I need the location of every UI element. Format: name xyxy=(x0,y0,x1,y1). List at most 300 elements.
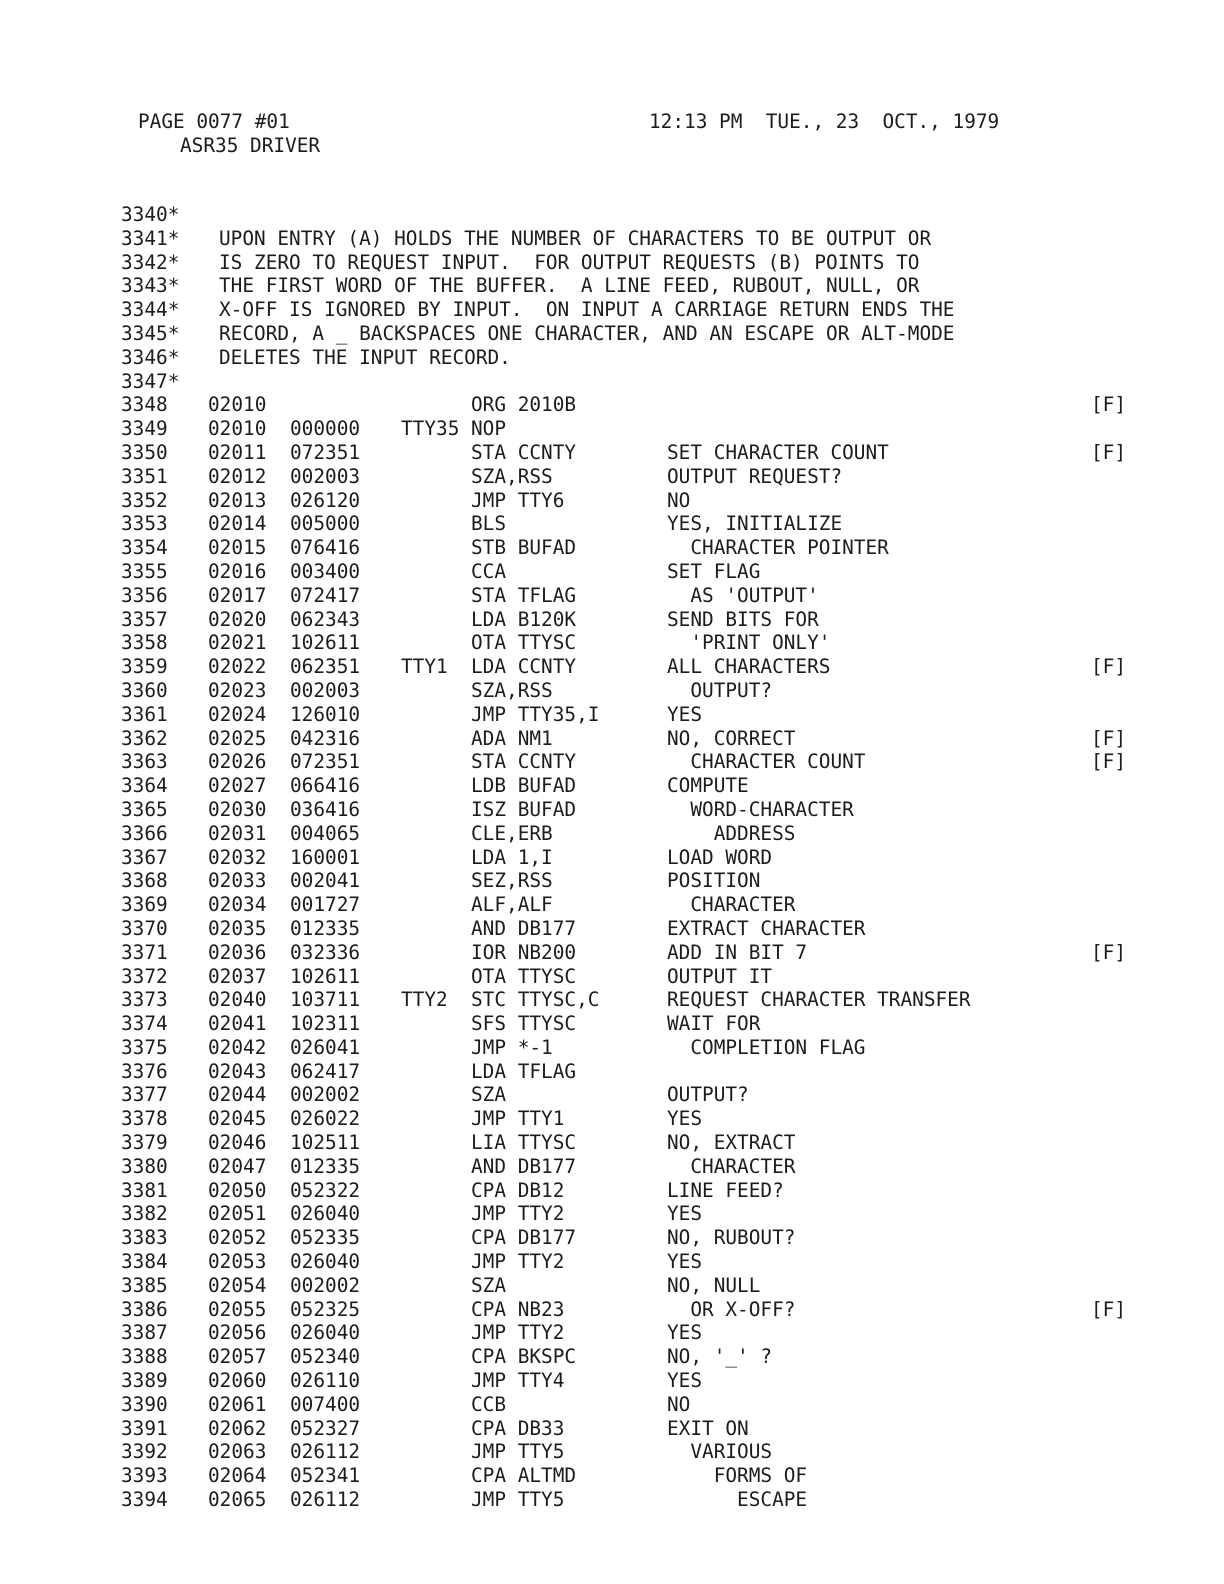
comment: OUTPUT? xyxy=(667,1083,749,1107)
code-line xyxy=(121,1012,1121,1036)
object-code: 072417 xyxy=(290,583,361,607)
code-line xyxy=(121,584,1121,608)
line-number: 3378 xyxy=(121,1107,168,1131)
line-number: 3362 xyxy=(121,726,168,750)
address: 02056 xyxy=(208,1321,267,1345)
address: 02044 xyxy=(208,1083,267,1107)
instruction: CPA DB33 xyxy=(471,1416,565,1440)
code-line xyxy=(121,440,1127,465)
instruction: BLS xyxy=(471,512,507,536)
code-line xyxy=(121,560,1121,584)
object-code: 052341 xyxy=(290,1464,361,1488)
comment: SEND BITS FOR xyxy=(667,607,819,631)
object-code: 012335 xyxy=(290,1154,361,1178)
instruction: STC TTYSC,C xyxy=(471,988,600,1012)
instruction: AND DB177 xyxy=(471,916,577,940)
line-number: 3387 xyxy=(121,1321,168,1345)
line-number: 3365 xyxy=(121,797,168,821)
object-code: 042316 xyxy=(290,726,361,750)
code-line xyxy=(121,1131,1121,1155)
code-line xyxy=(121,393,1127,417)
line-number: 3382 xyxy=(121,1202,168,1226)
flag: [F] xyxy=(1091,940,1127,964)
line-number: 3350 xyxy=(121,440,168,464)
comment-line xyxy=(121,251,1121,275)
comment: EXIT ON xyxy=(667,1416,749,1440)
code-line xyxy=(121,726,1127,751)
object-code: 102311 xyxy=(290,1012,361,1036)
comment-text: THE FIRST WORD OF THE BUFFER. A LINE FEED, RUBOUT, NULL, OR xyxy=(219,274,920,298)
address: 02026 xyxy=(208,750,267,774)
instruction: STB BUFAD xyxy=(471,536,577,560)
code-line xyxy=(121,1107,1121,1131)
instruction: JMP TTY2 xyxy=(471,1250,565,1274)
comment: YES, INITIALIZE xyxy=(667,512,843,536)
instruction: JMP TTY6 xyxy=(471,488,565,512)
comment-line xyxy=(121,298,1121,322)
line-number: 3368 xyxy=(121,869,168,893)
comment: SET FLAG xyxy=(667,559,761,583)
instruction: ISZ BUFAD xyxy=(471,797,577,821)
object-code: 052325 xyxy=(290,1297,361,1321)
instruction: SZA,RSS xyxy=(471,678,553,702)
instruction: CCB xyxy=(471,1392,507,1416)
code-line xyxy=(121,822,1121,846)
line-number: 3358 xyxy=(121,631,168,655)
print-datetime: 12:13 PM TUE., 23 OCT., 1979 xyxy=(649,110,1000,133)
line-number: 3355 xyxy=(121,559,168,583)
address: 02035 xyxy=(208,916,267,940)
instruction: STA CCNTY xyxy=(471,750,577,774)
object-code: 002003 xyxy=(290,678,361,702)
line-number: 3394 xyxy=(121,1488,168,1512)
instruction: CPA NB23 xyxy=(471,1297,565,1321)
instruction: CPA BKSPC xyxy=(471,1345,577,1369)
comment: YES xyxy=(667,1369,703,1393)
code-line xyxy=(121,465,1121,489)
line-number: 3346* xyxy=(121,345,180,369)
comment: WAIT FOR xyxy=(667,1012,761,1036)
address: 02011 xyxy=(208,440,267,464)
address: 02033 xyxy=(208,869,267,893)
comment-line xyxy=(121,346,1121,370)
code-line xyxy=(121,846,1121,870)
instruction: OTA TTYSC xyxy=(471,631,577,655)
line-number: 3341* xyxy=(121,226,180,250)
line-number: 3357 xyxy=(121,607,168,631)
address: 02020 xyxy=(208,607,267,631)
line-number: 3390 xyxy=(121,1392,168,1416)
address: 02051 xyxy=(208,1202,267,1226)
object-code: 103711 xyxy=(290,988,361,1012)
comment: NO, RUBOUT? xyxy=(667,1226,796,1250)
address: 02053 xyxy=(208,1250,267,1274)
address: 02047 xyxy=(208,1154,267,1178)
address: 02060 xyxy=(208,1369,267,1393)
object-code: 002003 xyxy=(290,464,361,488)
comment: NO xyxy=(667,1392,691,1416)
code-line xyxy=(121,1297,1127,1322)
code-line xyxy=(121,489,1121,513)
address: 02027 xyxy=(208,774,267,798)
code-line xyxy=(121,1036,1121,1060)
address: 02045 xyxy=(208,1107,267,1131)
object-code: 026120 xyxy=(290,488,361,512)
code-line xyxy=(121,417,1121,441)
instruction: ADA NM1 xyxy=(471,726,553,750)
comment-line xyxy=(121,227,1121,251)
line-number: 3393 xyxy=(121,1464,168,1488)
address: 02061 xyxy=(208,1392,267,1416)
object-code: 002002 xyxy=(290,1083,361,1107)
comment: ALL CHARACTERS xyxy=(667,655,831,679)
object-code: 002041 xyxy=(290,869,361,893)
object-code: 126010 xyxy=(290,702,361,726)
code-line xyxy=(121,774,1121,798)
instruction: LDA 1,I xyxy=(471,845,553,869)
comment: NO, CORRECT xyxy=(667,726,796,750)
address: 02054 xyxy=(208,1273,267,1297)
instruction: LDA CCNTY xyxy=(471,655,577,679)
object-code: 076416 xyxy=(290,536,361,560)
flag: [F] xyxy=(1091,393,1127,417)
comment: CHARACTER xyxy=(667,893,796,917)
instruction: LDB BUFAD xyxy=(471,774,577,798)
instruction: LDA B120K xyxy=(471,607,577,631)
comment-text: DELETES THE INPUT RECORD. xyxy=(219,345,511,369)
object-code: 052340 xyxy=(290,1345,361,1369)
line-number: 3379 xyxy=(121,1131,168,1155)
address: 02021 xyxy=(208,631,267,655)
comment: YES xyxy=(667,702,703,726)
object-code: 062351 xyxy=(290,655,361,679)
address: 02063 xyxy=(208,1440,267,1464)
instruction: LIA TTYSC xyxy=(471,1131,577,1155)
comment: LOAD WORD xyxy=(667,845,773,869)
instruction: JMP TTY5 xyxy=(471,1488,565,1512)
instruction: AND DB177 xyxy=(471,1154,577,1178)
comment: OR X-OFF? xyxy=(667,1297,796,1321)
object-code: 160001 xyxy=(290,845,361,869)
code-line xyxy=(121,965,1121,989)
address: 02036 xyxy=(208,940,267,964)
comment: EXTRACT CHARACTER xyxy=(667,916,866,940)
line-number: 3363 xyxy=(121,750,168,774)
comment: NO, NULL xyxy=(667,1273,761,1297)
comment: OUTPUT IT xyxy=(667,964,773,988)
address: 02010 xyxy=(208,393,267,417)
code-line xyxy=(121,1083,1121,1107)
instruction: CCA xyxy=(471,559,507,583)
line-number: 3372 xyxy=(121,964,168,988)
object-code: 026040 xyxy=(290,1321,361,1345)
instruction: CPA DB177 xyxy=(471,1226,577,1250)
object-code: 007400 xyxy=(290,1392,361,1416)
flag: [F] xyxy=(1091,1297,1127,1321)
comment: NO, '_' ? xyxy=(667,1345,773,1369)
line-number: 3361 xyxy=(121,702,168,726)
address: 02016 xyxy=(208,559,267,583)
instruction: STA TFLAG xyxy=(471,583,577,607)
instruction: JMP *-1 xyxy=(471,1035,553,1059)
line-number: 3342* xyxy=(121,250,180,274)
address: 02015 xyxy=(208,536,267,560)
object-code: 102611 xyxy=(290,964,361,988)
instruction: IOR NB200 xyxy=(471,940,577,964)
line-number: 3367 xyxy=(121,845,168,869)
instruction: JMP TTY5 xyxy=(471,1440,565,1464)
line-number: 3371 xyxy=(121,940,168,964)
code-line xyxy=(121,1250,1121,1274)
instruction: SEZ,RSS xyxy=(471,869,553,893)
flag: [F] xyxy=(1091,726,1127,750)
code-line xyxy=(121,536,1121,560)
comment: LINE FEED? xyxy=(667,1178,784,1202)
program-title: ASR35 DRIVER xyxy=(180,134,321,157)
object-code: 066416 xyxy=(290,774,361,798)
label: TTY1 xyxy=(401,655,448,679)
code-line xyxy=(121,750,1127,774)
line-number: 3373 xyxy=(121,988,168,1012)
instruction: JMP TTY2 xyxy=(471,1321,565,1345)
object-code: 052322 xyxy=(290,1178,361,1202)
address: 02046 xyxy=(208,1131,267,1155)
comment-text: X-OFF IS IGNORED BY INPUT. ON INPUT A CARRIAGE RETURN ENDS THE xyxy=(219,298,955,322)
code-line xyxy=(121,1202,1121,1226)
instruction: LDA TFLAG xyxy=(471,1059,577,1083)
object-code: 036416 xyxy=(290,797,361,821)
code-line xyxy=(121,798,1121,822)
assembly-listing xyxy=(121,203,1127,1512)
flag: [F] xyxy=(1091,440,1127,464)
line-number: 3376 xyxy=(121,1059,168,1083)
address: 02064 xyxy=(208,1464,267,1488)
comment-text: UPON ENTRY (A) HOLDS THE NUMBER OF CHARACTERS TO BE OUTPUT OR xyxy=(219,226,932,250)
instruction: JMP TTY1 xyxy=(471,1107,565,1131)
line-number: 3381 xyxy=(121,1178,168,1202)
comment: POSITION xyxy=(667,869,761,893)
address: 02030 xyxy=(208,797,267,821)
address: 02010 xyxy=(208,417,267,441)
address: 02037 xyxy=(208,964,267,988)
object-code: 102611 xyxy=(290,631,361,655)
label: TTY35 xyxy=(401,417,460,441)
comment-line xyxy=(121,322,1121,346)
code-line xyxy=(121,988,1121,1012)
line-number: 3370 xyxy=(121,916,168,940)
address: 02050 xyxy=(208,1178,267,1202)
line-number: 3388 xyxy=(121,1345,168,1369)
comment: CHARACTER POINTER xyxy=(667,536,889,560)
code-line xyxy=(121,940,1127,965)
instruction: ALF,ALF xyxy=(471,893,553,917)
code-line xyxy=(121,1440,1121,1464)
address: 02031 xyxy=(208,821,267,845)
code-line xyxy=(121,1155,1121,1179)
address: 02057 xyxy=(208,1345,267,1369)
code-line xyxy=(121,893,1121,917)
object-code: 002002 xyxy=(290,1273,361,1297)
line-number: 3345* xyxy=(121,321,180,345)
line-number: 3385 xyxy=(121,1273,168,1297)
comment: ESCAPE xyxy=(667,1488,808,1512)
object-code: 026040 xyxy=(290,1250,361,1274)
comment: YES xyxy=(667,1321,703,1345)
comment: CHARACTER xyxy=(667,1154,796,1178)
line-number: 3343* xyxy=(121,274,180,298)
instruction: CLE,ERB xyxy=(471,821,553,845)
object-code: 026040 xyxy=(290,1202,361,1226)
comment: ADDRESS xyxy=(667,821,796,845)
line-number: 3375 xyxy=(121,1035,168,1059)
line-number: 3369 xyxy=(121,893,168,917)
comment: YES xyxy=(667,1250,703,1274)
object-code: 052327 xyxy=(290,1416,361,1440)
object-code: 001727 xyxy=(290,893,361,917)
object-code: 072351 xyxy=(290,440,361,464)
line-number: 3351 xyxy=(121,464,168,488)
object-code: 062343 xyxy=(290,607,361,631)
object-code: 012335 xyxy=(290,916,361,940)
instruction: SZA xyxy=(471,1083,507,1107)
object-code: 026112 xyxy=(290,1488,361,1512)
comment: AS 'OUTPUT' xyxy=(667,583,819,607)
address: 02024 xyxy=(208,702,267,726)
instruction: STA CCNTY xyxy=(471,440,577,464)
line-number: 3347* xyxy=(121,369,180,393)
label: TTY2 xyxy=(401,988,448,1012)
code-line xyxy=(121,1179,1121,1203)
comment: YES xyxy=(667,1202,703,1226)
code-line xyxy=(121,1393,1121,1417)
address: 02055 xyxy=(208,1297,267,1321)
line-number: 3344* xyxy=(121,298,180,322)
address: 02062 xyxy=(208,1416,267,1440)
code-line xyxy=(121,1464,1121,1488)
line-number: 3366 xyxy=(121,821,168,845)
address: 02025 xyxy=(208,726,267,750)
object-code: 102511 xyxy=(290,1131,361,1155)
address: 02014 xyxy=(208,512,267,536)
object-code: 000000 xyxy=(290,417,361,441)
line-number: 3354 xyxy=(121,536,168,560)
address: 02023 xyxy=(208,678,267,702)
address: 02040 xyxy=(208,988,267,1012)
instruction: SFS TTYSC xyxy=(471,1012,577,1036)
object-code: 026112 xyxy=(290,1440,361,1464)
instruction: JMP TTY4 xyxy=(471,1369,565,1393)
line-number: 3389 xyxy=(121,1369,168,1393)
code-line xyxy=(121,1060,1121,1084)
line-number: 3348 xyxy=(121,393,168,417)
comment-text: IS ZERO TO REQUEST INPUT. FOR OUTPUT REQUESTS (B) POINTS TO xyxy=(219,250,920,274)
code-line xyxy=(121,1488,1121,1512)
code-line xyxy=(121,631,1121,655)
comment: OUTPUT? xyxy=(667,678,773,702)
line-number: 3353 xyxy=(121,512,168,536)
line-number: 3364 xyxy=(121,774,168,798)
address: 02043 xyxy=(208,1059,267,1083)
comment-line xyxy=(121,203,1121,227)
address: 02032 xyxy=(208,845,267,869)
comment: WORD-CHARACTER xyxy=(667,797,854,821)
line-number: 3352 xyxy=(121,488,168,512)
line-number: 3377 xyxy=(121,1083,168,1107)
line-number: 3359 xyxy=(121,655,168,679)
instruction: CPA ALTMD xyxy=(471,1464,577,1488)
comment: CHARACTER COUNT xyxy=(667,750,866,774)
comment: NO, EXTRACT xyxy=(667,1131,796,1155)
object-code: 072351 xyxy=(290,750,361,774)
code-line xyxy=(121,703,1121,727)
line-number: 3340* xyxy=(121,203,180,226)
code-line xyxy=(121,1417,1121,1441)
object-code: 052335 xyxy=(290,1226,361,1250)
address: 02052 xyxy=(208,1226,267,1250)
line-number: 3356 xyxy=(121,583,168,607)
comment: YES xyxy=(667,1107,703,1131)
code-line xyxy=(121,608,1121,632)
address: 02012 xyxy=(208,464,267,488)
object-code: 062417 xyxy=(290,1059,361,1083)
line-number: 3383 xyxy=(121,1226,168,1250)
instruction: JMP TTY2 xyxy=(471,1202,565,1226)
object-code: 003400 xyxy=(290,559,361,583)
comment: ADD IN BIT 7 xyxy=(667,940,808,964)
code-line xyxy=(121,1226,1121,1250)
comment: REQUEST CHARACTER TRANSFER xyxy=(667,988,971,1012)
instruction: SZA,RSS xyxy=(471,464,553,488)
code-line xyxy=(121,1369,1121,1393)
line-number: 3349 xyxy=(121,417,168,441)
code-line xyxy=(121,1321,1121,1345)
line-number: 3392 xyxy=(121,1440,168,1464)
comment-line xyxy=(121,370,1121,394)
code-line xyxy=(121,655,1127,679)
comment-line xyxy=(121,274,1121,298)
comment-text: RECORD, A _ BACKSPACES ONE CHARACTER, AND AN ESCAPE OR ALT-MODE xyxy=(219,321,955,345)
comment: FORMS OF xyxy=(667,1464,808,1488)
address: 02017 xyxy=(208,583,267,607)
address: 02042 xyxy=(208,1035,267,1059)
address: 02034 xyxy=(208,893,267,917)
object-code: 026110 xyxy=(290,1369,361,1393)
instruction: NOP xyxy=(471,417,507,441)
object-code: 026022 xyxy=(290,1107,361,1131)
address: 02065 xyxy=(208,1488,267,1512)
code-line xyxy=(121,869,1121,893)
code-line xyxy=(121,1274,1121,1298)
instruction: JMP TTY35,I xyxy=(471,702,600,726)
address: 02041 xyxy=(208,1012,267,1036)
comment: COMPLETION FLAG xyxy=(667,1035,866,1059)
comment: NO xyxy=(667,488,691,512)
instruction: ORG 2010B xyxy=(471,393,577,417)
object-code: 026041 xyxy=(290,1035,361,1059)
line-number: 3380 xyxy=(121,1154,168,1178)
code-line xyxy=(121,512,1121,536)
instruction: SZA xyxy=(471,1273,507,1297)
comment: SET CHARACTER COUNT xyxy=(667,440,889,464)
code-line xyxy=(121,917,1121,941)
instruction: OTA TTYSC xyxy=(471,964,577,988)
line-number: 3360 xyxy=(121,678,168,702)
comment: 'PRINT ONLY' xyxy=(667,631,831,655)
instruction: CPA DB12 xyxy=(471,1178,565,1202)
line-number: 3384 xyxy=(121,1250,168,1274)
line-number: 3391 xyxy=(121,1416,168,1440)
line-number: 3386 xyxy=(121,1297,168,1321)
